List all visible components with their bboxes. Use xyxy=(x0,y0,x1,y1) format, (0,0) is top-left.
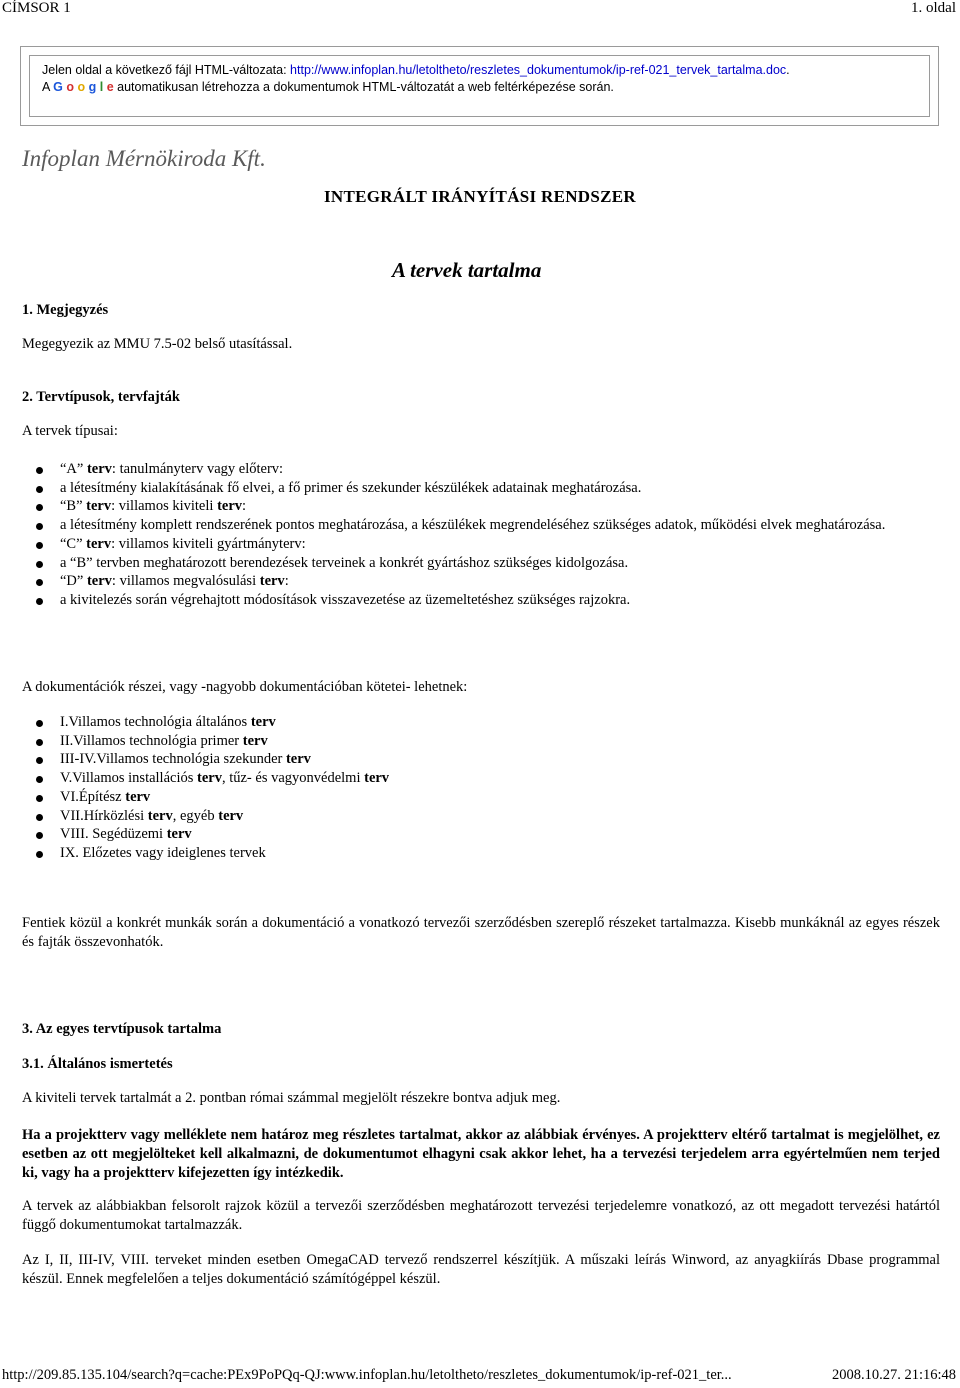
section3-heading: 3. Az egyes tervtípusok tartalma xyxy=(22,1021,222,1037)
page-footer xyxy=(0,1367,960,1387)
cache-notice-rest: automatikusan létrehozza a dokumentumok HTML-változatát a web feltérképezése során. xyxy=(113,80,614,94)
list-item: I.Villamos technológia általános terv xyxy=(28,713,940,732)
list-item: “B” terv: villamos kiviteli terv: xyxy=(28,497,940,516)
company-name: Infoplan Mérnökiroda Kft. xyxy=(22,146,266,171)
cache-notice-a: A xyxy=(42,80,54,94)
list-item: VI.Építész terv xyxy=(28,788,940,807)
doc-parts-list xyxy=(28,713,940,863)
list-item: “C” terv: villamos kiviteli gyártmányterv: xyxy=(28,535,940,554)
section2-closing: Fentiek közül a konkrét munkák során a dokumentáció a vonatkozó tervezői szerződésben szereplő részeket tartalmazza. Kisebb munkáknál az egyes részek és fajták összevonhatók. xyxy=(22,915,940,950)
section2-heading: 2. Tervtípusok, tervfajták xyxy=(22,389,180,405)
list-item: a létesítmény komplett rendszerének pontos meghatározása, a készülékek megrendeléséhez szükséges adatok, működési elvek meghatározása. xyxy=(28,516,940,535)
section2-intro: A tervek típusai: xyxy=(22,423,118,439)
list-item: a kivitelezés során végrehajtott módosítások visszavezetése az üzemeltetéshez szükséges rajzokra. xyxy=(28,591,940,610)
list-item: V.Villamos installációs terv, tűz- és vagyonvédelmi terv xyxy=(28,769,940,788)
section3-p4: Az I, II, III-IV, VIII. terveket minden esetben OmegaCAD tervező rendszerrel készítjük. A műszaki leírás Winword, az anyagkiírás Dbase programmal készül. Ennek megfelelően a teljes dokumentáció számítógéppel készül. xyxy=(22,1252,940,1287)
google-letter: e xyxy=(106,80,114,94)
list-item: “D” terv: villamos megvalósulási terv: xyxy=(28,572,940,591)
list-item: III-IV.Villamos technológia szekunder terv xyxy=(28,750,940,769)
list-item: a “B” tervben meghatározott berendezések terveinek a konkrét gyártáshoz szükséges kidolgozása. xyxy=(28,554,940,573)
section3-p3: A tervek az alábbiakban felsorolt rajzok közül a tervezői szerződésben meghatározott tervezési terjedelemre vonatkozó, az ott megadott tervezési határtól függő dokumentumokat tartalmazzák. xyxy=(22,1198,940,1233)
google-letter: G xyxy=(53,80,63,94)
document-title: A tervek tartalma xyxy=(392,258,542,282)
section3-subheading: 3.1. Általános ismertetés xyxy=(22,1056,173,1072)
list-item: VII.Hírközlési terv, egyéb terv xyxy=(28,807,940,826)
footer-date: 2008.10.27. 21:16:48 xyxy=(831,1367,956,1383)
google-letter: l xyxy=(99,80,104,94)
list-item: a létesítmény kialakításának fő elvei, a fő primer és szekunder készülékek adatainak meghatározása. xyxy=(28,479,940,498)
doc-parts-intro: A dokumentációk részei, vagy -nagyobb dokumentációban kötetei- lehetnek: xyxy=(22,679,468,695)
list-item: IX. Előzetes vagy ideiglenes tervek xyxy=(28,844,940,863)
list-item: “A” terv: tanulmányterv vagy előterv: xyxy=(28,460,940,479)
cache-notice xyxy=(29,55,930,117)
cache-notice-prefix: Jelen oldal a következő fájl HTML-változata: xyxy=(42,63,291,77)
header-title: CÍMSOR 1 xyxy=(2,0,71,16)
section3-p2: Ha a projektterv vagy melléklete nem határoz meg részletes tartalmat, akkor az alábbiak érvényes. A projektterv eltérő tartalmat is megjelölhet, ez esetben az ott megjelölteket kell alkalmazni, de dokumentumot elhagyni csak akkor lehet, ha a tervezési terjedelem arra egyértelműen nem terjed ki, vagy ha a projektterv kifejezetten így intézkedik. xyxy=(22,1127,940,1181)
page-header xyxy=(0,0,960,22)
cache-notice-line1 xyxy=(42,62,917,79)
google-letter: g xyxy=(88,80,97,94)
list-item: VIII. Segédüzemi terv xyxy=(28,825,940,844)
footer-url: http://209.85.135.104/search?q=cache:PEx9PoPQq-QJ:www.infoplan.hu/letoltheto/reszletes_dokumentumok/ip-ref-021_ter... xyxy=(2,1367,732,1383)
cache-notice-suffix: . xyxy=(786,63,790,77)
source-doc-link[interactable]: http://www.infoplan.hu/letoltheto/reszletes_dokumentumok/ip-ref-021_tervek_tartalma.doc xyxy=(290,63,787,77)
section1-heading: 1. Megjegyzés xyxy=(22,302,109,318)
google-letter: o xyxy=(66,80,74,94)
section3-p1: A kiviteli tervek tartalmát a 2. pontban római számmal megjelölt részekre bontva adjuk meg. xyxy=(22,1090,561,1106)
cache-notice-outer xyxy=(20,46,939,126)
plan-types-list xyxy=(28,460,940,610)
cache-notice-line2 xyxy=(42,79,917,96)
header-page-number: 1. oldal xyxy=(911,0,956,16)
google-letter: o xyxy=(77,80,86,94)
section1-text: Megegyezik az MMU 7.5-02 belső utasítással. xyxy=(22,336,293,352)
system-title: INTEGRÁLT IRÁNYÍTÁSI RENDSZER xyxy=(324,187,636,206)
list-item: II.Villamos technológia primer terv xyxy=(28,732,940,751)
